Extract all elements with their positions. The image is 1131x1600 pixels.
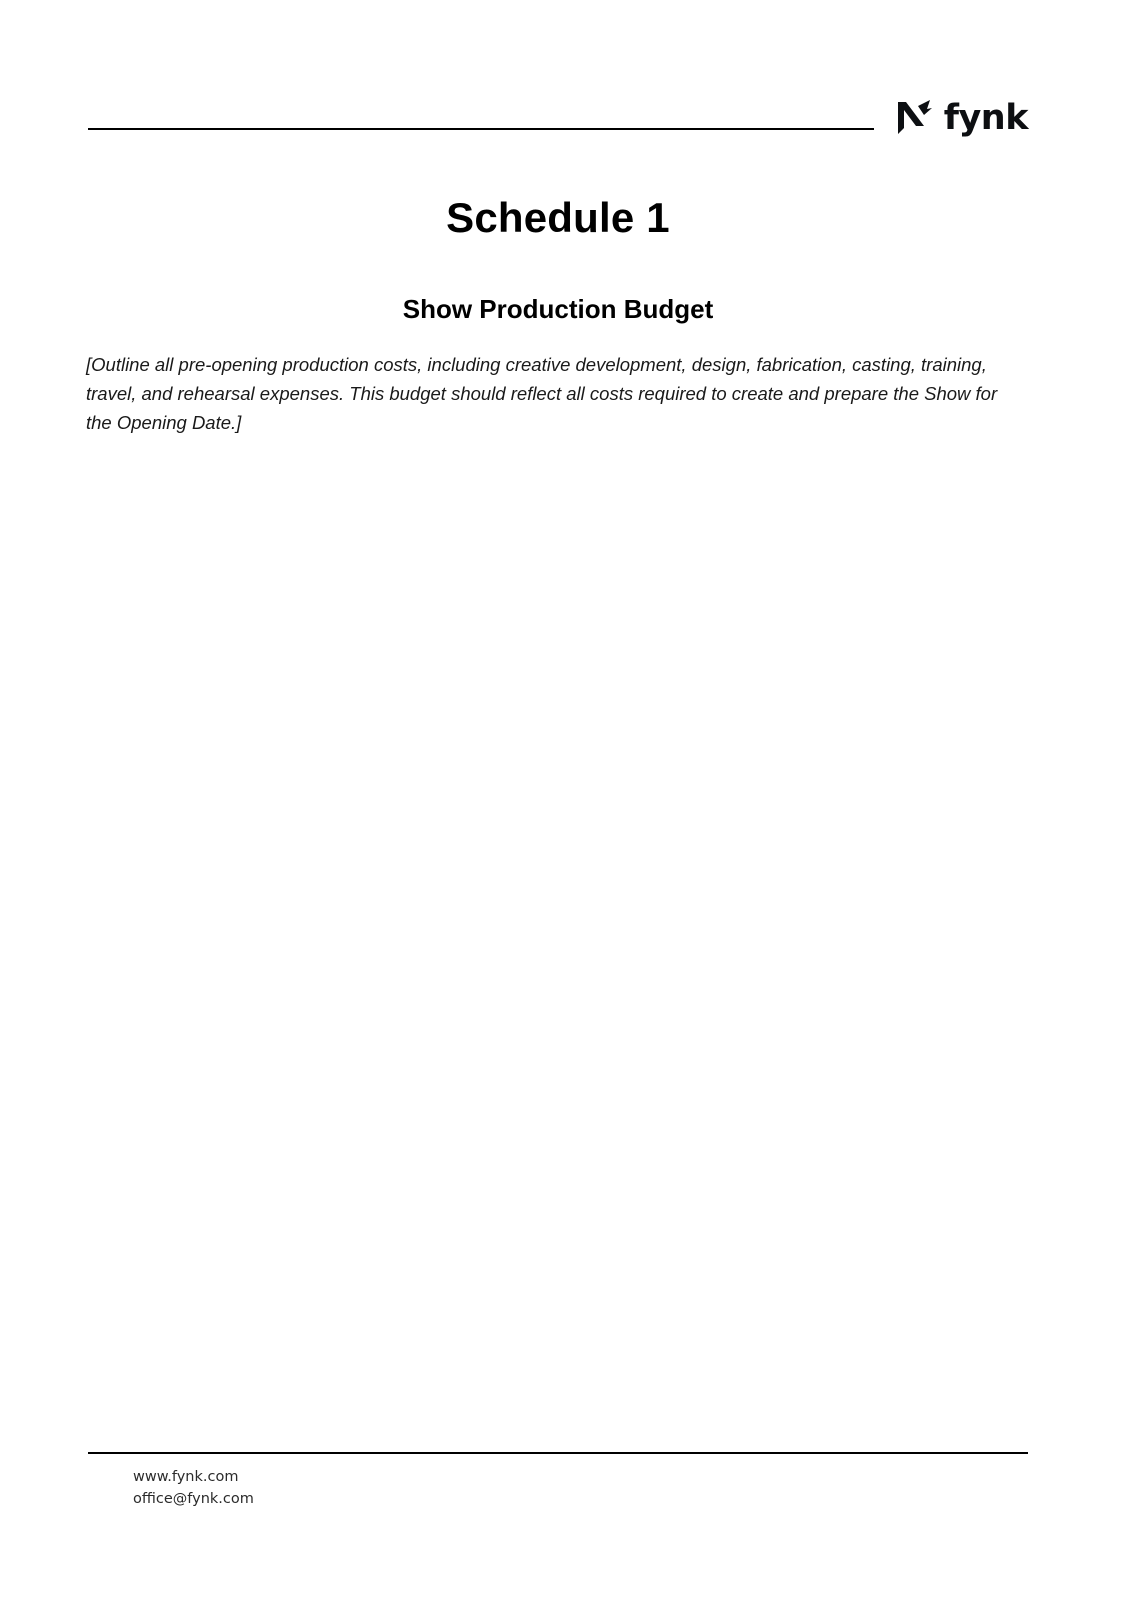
footer-email[interactable]: office@fynk.com bbox=[133, 1491, 254, 1508]
page-header bbox=[88, 96, 1028, 158]
instruction-text: [Outline all pre-opening production costs, including creative development, design, fabrication, casting, training, travel, and rehearsal expenses. This budget should reflect all costs required to create and prepare the Show for the Opening Date.] bbox=[86, 354, 998, 434]
brand-logo bbox=[894, 96, 1028, 140]
footer-website[interactable]: www.fynk.com bbox=[133, 1469, 239, 1485]
page-footer bbox=[133, 1466, 254, 1511]
fynk-bird-logo-icon bbox=[894, 96, 934, 140]
footer-divider bbox=[88, 1452, 1028, 1454]
page-title: Schedule 1 bbox=[446, 194, 670, 241]
header-divider bbox=[88, 128, 874, 130]
page-subtitle: Show Production Budget bbox=[402, 294, 714, 324]
brand-name: fynk bbox=[943, 97, 1028, 138]
